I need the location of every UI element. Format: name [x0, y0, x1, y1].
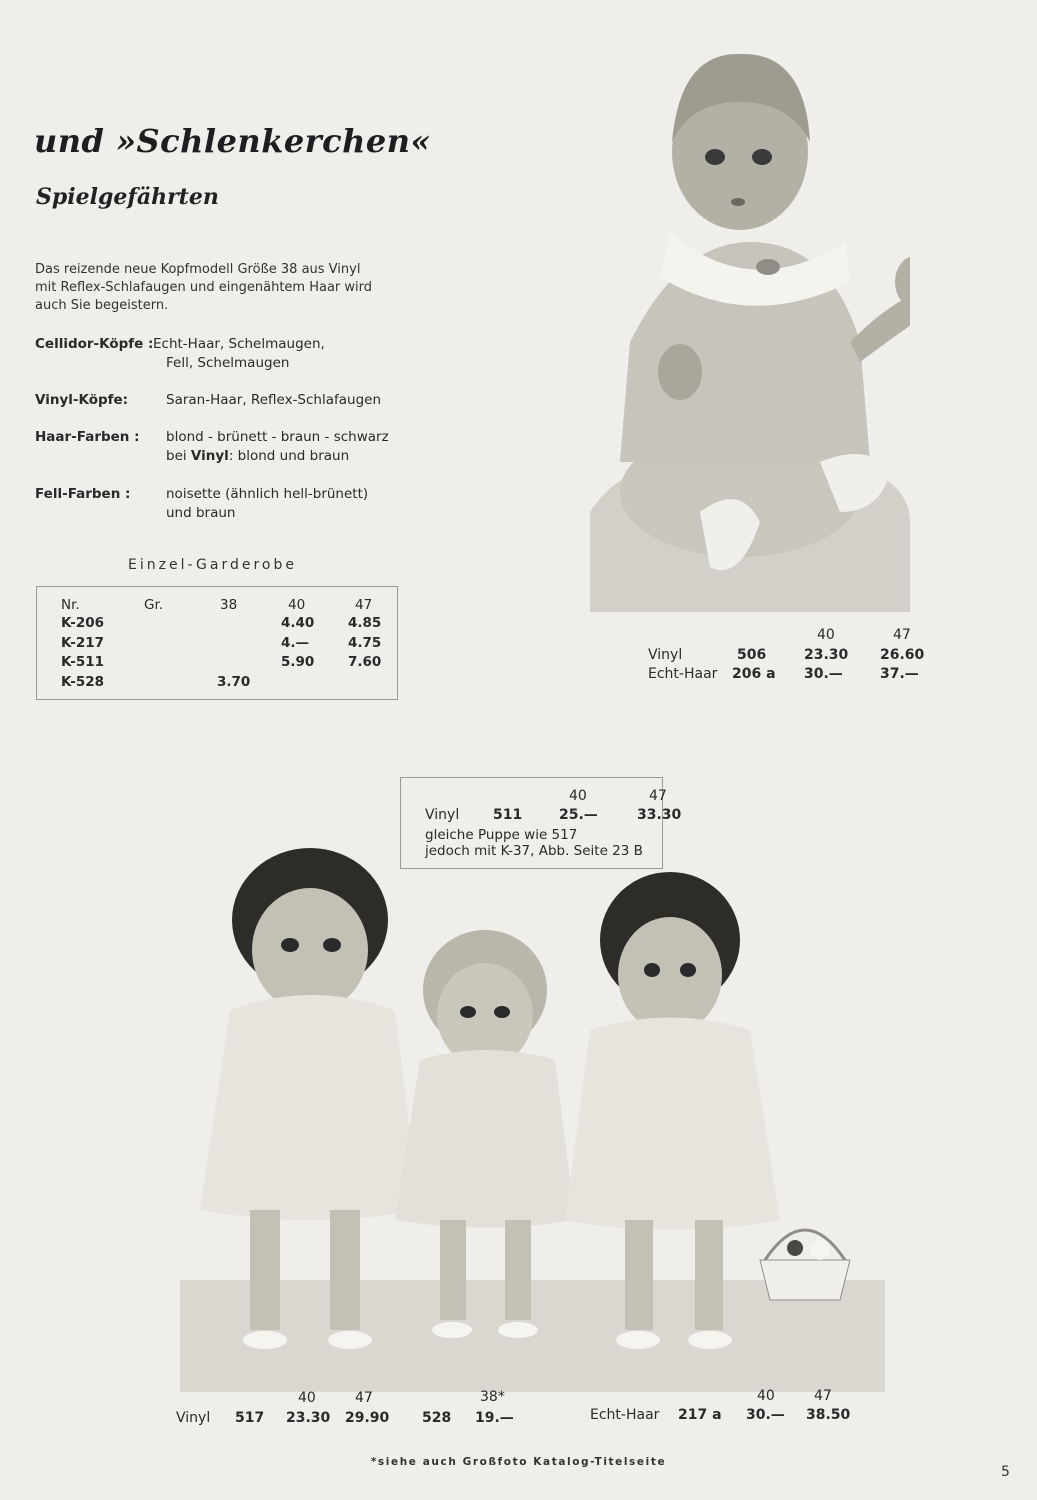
spec-value: noisette (ähnlich hell-brünett): [166, 486, 369, 502]
garderobe-title: Einzel-Garderobe: [128, 557, 297, 573]
col-header: 40: [288, 597, 306, 613]
col-header-38: 38*: [480, 1389, 505, 1405]
table-cell: 4.85: [348, 615, 382, 631]
col-header-47: 47: [893, 627, 911, 643]
price-47: 29.90: [345, 1410, 390, 1426]
baby-doll-illustration: [590, 42, 910, 612]
spec-label: Cellidor-Köpfe :: [35, 336, 154, 352]
col-header-47: 47: [814, 1388, 832, 1404]
note-line: gleiche Puppe wie 517: [425, 827, 578, 843]
intro-line: Das reizende neue Kopfmodell Größe 38 aus Vinyl: [35, 262, 361, 277]
table-cell: K-511: [61, 654, 105, 670]
spec-haar-farben: [35, 428, 415, 468]
spec-value: bei Vinyl: blond und braun: [166, 448, 350, 464]
price-nr: 217 a: [678, 1407, 722, 1423]
spec-value: Echt-Haar, Schelmaugen,: [153, 336, 325, 352]
page-number: 5: [1001, 1464, 1010, 1480]
price-type: Vinyl: [425, 807, 460, 823]
table-cell: 4.75: [348, 635, 382, 651]
price-nr: 528: [422, 1410, 452, 1426]
price-40: 30.—: [746, 1407, 785, 1423]
doll-photo-top: [590, 42, 910, 612]
col-header: Nr.: [61, 597, 80, 613]
spec-cellidor: [35, 335, 415, 375]
table-cell: 3.70: [217, 674, 251, 690]
price-40: 23.30: [286, 1410, 331, 1426]
price-38: 19.—: [475, 1410, 514, 1426]
price-47: 26.60: [880, 647, 925, 663]
price-40: 23.30: [804, 647, 849, 663]
price-47: 38.50: [806, 1407, 851, 1423]
garderobe-table: [36, 586, 398, 700]
col-header-40: 40: [817, 627, 835, 643]
table-cell: K-528: [61, 674, 105, 690]
intro-line: mit Reflex-Schlafaugen und eingenähtem Haar wird: [35, 280, 373, 295]
spec-label: Fell-Farben :: [35, 486, 131, 502]
col-header: 38: [220, 597, 238, 613]
col-header-40: 40: [298, 1390, 316, 1406]
price-type: Vinyl: [176, 1410, 211, 1426]
table-cell: 4.40: [281, 615, 315, 631]
price-nr: 206 a: [732, 666, 776, 682]
price-nr: 511: [493, 807, 523, 823]
page-title: und »Schlenkerchen«: [34, 122, 431, 160]
col-header-40: 40: [757, 1388, 775, 1404]
price-47: 37.—: [880, 666, 919, 682]
page-subtitle: Spielgefährten: [36, 184, 219, 210]
table-cell: K-217: [61, 635, 105, 651]
three-dolls-illustration: [180, 840, 885, 1392]
col-header-47: 47: [355, 1390, 373, 1406]
doll-photo-bottom: [180, 840, 885, 1392]
spec-value: und braun: [166, 505, 236, 521]
table-cell: 5.90: [281, 654, 315, 670]
vinyl-511-box: [400, 777, 682, 869]
col-header-47: 47: [649, 788, 667, 804]
spec-label: Vinyl-Köpfe:: [35, 392, 129, 408]
col-header-40: 40: [569, 788, 587, 804]
price-40: 25.—: [559, 807, 598, 823]
spec-vinyl: [35, 391, 415, 411]
price-type: Vinyl: [648, 647, 683, 663]
price-type: Echt-Haar: [648, 666, 718, 682]
table-cell: 4.—: [281, 635, 310, 651]
price-47: 33.30: [637, 807, 682, 823]
note-line: jedoch mit K-37, Abb. Seite 23 B: [425, 843, 643, 859]
price-type: Echt-Haar: [590, 1407, 660, 1423]
intro-line: auch Sie begeistern.: [35, 298, 169, 313]
spec-value: blond - brünett - braun - schwarz: [166, 429, 389, 445]
intro-paragraph: [35, 261, 405, 315]
spec-label: Haar-Farben :: [35, 429, 140, 445]
price-nr: 506: [737, 647, 767, 663]
table-cell: 7.60: [348, 654, 382, 670]
spec-fell-farben: [35, 485, 415, 525]
footnote: *siehe auch Großfoto Katalog-Titelseite: [370, 1456, 667, 1468]
price-40: 30.—: [804, 666, 843, 682]
price-nr: 517: [235, 1410, 265, 1426]
spec-value: Fell, Schelmaugen: [166, 355, 290, 371]
col-header: Gr.: [144, 597, 164, 613]
spec-value: Saran-Haar, Reflex-Schlafaugen: [166, 392, 382, 408]
col-header: 47: [355, 597, 373, 613]
table-cell: K-206: [61, 615, 105, 631]
